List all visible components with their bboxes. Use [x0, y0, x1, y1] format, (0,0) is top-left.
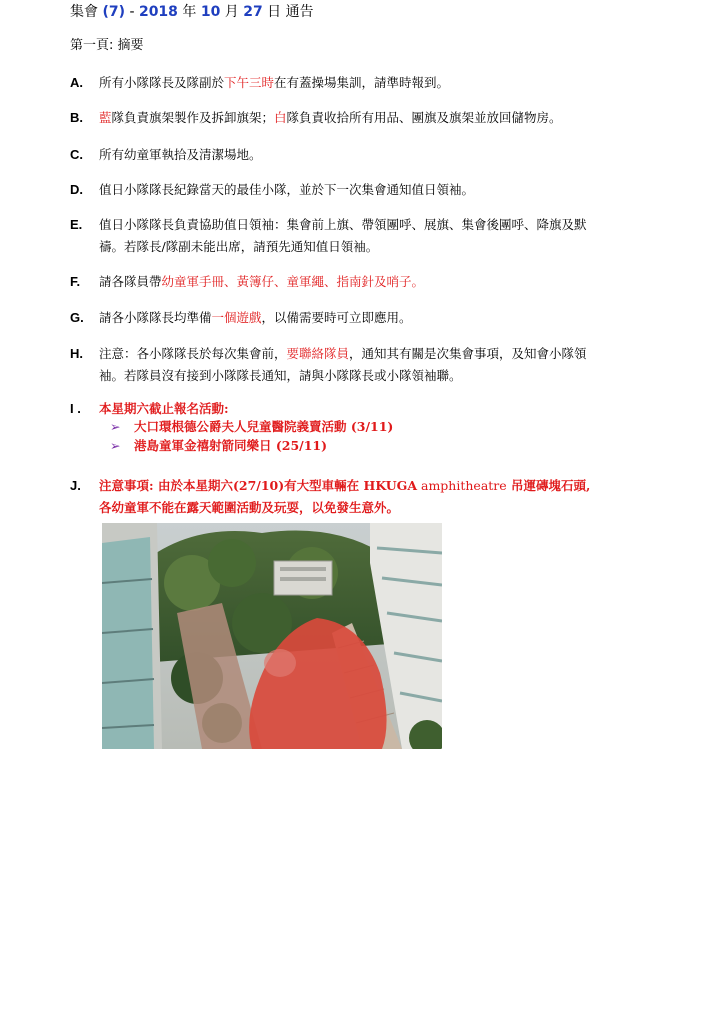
notice-item-g [70, 307, 680, 329]
item-text [99, 307, 680, 329]
item-letter: E. [70, 217, 83, 232]
title-month-unit: 月 [220, 4, 244, 20]
item-letter: I . [70, 401, 81, 416]
item-text-part: 吊運磚塊石頭, [506, 478, 591, 493]
notice-item-d [70, 179, 680, 201]
item-text-part: 請各小隊隊長均準備 [99, 310, 212, 325]
title-dash: - [125, 4, 139, 20]
title-month: 10 [200, 4, 221, 20]
title-suffix: 通告 [285, 4, 314, 20]
item-text-part: 注意：各小隊隊長於每次集會前， [99, 346, 287, 361]
highlight-contact: 要聯絡隊員 [286, 346, 350, 361]
item-letter: C. [70, 147, 83, 162]
notice-item-e [70, 214, 680, 258]
item-letter: D. [70, 182, 83, 197]
item-text-part: ，以備需要時可立即應用。 [261, 310, 412, 325]
highlight-white-team: 白 [274, 110, 287, 125]
arrow-bullet-icon: ➢ [110, 438, 121, 453]
item-text [99, 72, 680, 94]
arrow-bullet-icon: ➢ [110, 419, 121, 434]
title-prefix: 集會 [70, 4, 103, 20]
item-letter: A. [70, 75, 83, 90]
item-text [99, 475, 680, 519]
highlight-blue-team: 藍 [99, 110, 112, 125]
item-text-part: amphitheatre [417, 478, 507, 493]
item-text-part: 注意事項: 由於本星期六(27/10)有大型車輛在 [99, 478, 364, 493]
site-photo [102, 523, 442, 749]
highlight-game: 一個遊戲 [211, 310, 262, 325]
title-year: 2018 [138, 4, 178, 20]
highlight-equipment: 幼童軍手冊、黃簿仔、童軍繩、指南針及哨子。 [161, 274, 425, 289]
item-letter: B. [70, 110, 83, 125]
site-photo-illustration [102, 523, 442, 749]
item-text-part: 請各隊員帶 [99, 274, 162, 289]
page-title [70, 2, 314, 22]
item-letter: G. [70, 310, 84, 325]
item-text: 所有幼童軍執拾及清潔場地。 [99, 147, 262, 162]
item-text-part: 在有蓋操場集訓，請準時報到。 [274, 75, 450, 90]
summary-heading: 第一頁: 摘要 [70, 38, 144, 53]
highlight-time: 下午三時 [224, 75, 275, 90]
item-text [99, 107, 680, 129]
notice-item-j [70, 475, 680, 519]
item-letter: J. [70, 478, 81, 493]
notice-item-a [70, 72, 680, 94]
title-day-unit: 日 [262, 4, 286, 20]
notice-item-b [70, 107, 680, 129]
notice-item-c [70, 144, 680, 166]
sub-item [110, 436, 327, 456]
item-text [99, 343, 680, 387]
title-year-unit: 年 [177, 4, 201, 20]
notice-item-f [70, 271, 680, 293]
item-text [99, 214, 680, 258]
item-heading: 本星期六截止報名活動: [99, 401, 229, 416]
item-letter: H. [70, 346, 83, 361]
item-text-line: 各幼童軍不能在露天範圍活動及玩耍，以免發生意外。 [99, 500, 400, 515]
item-text-part: 所有小隊隊長及隊副於 [99, 75, 225, 90]
title-number: (7) [102, 4, 125, 20]
item-text [99, 271, 680, 293]
item-text-part: HKUGA [363, 478, 418, 493]
item-text-line: 禱。若隊長/隊副未能出席，請預先通知值日領袖。 [99, 239, 379, 254]
notice-item-h [70, 343, 680, 387]
item-text-line: 袖。若隊員沒有接到小隊隊長通知，請與小隊隊長或小隊領袖聯。 [99, 368, 462, 383]
item-letter: F. [70, 274, 81, 289]
sub-item-text: 港島童軍金禧射箭同樂日 (25/11) [134, 438, 328, 453]
title-day: 27 [243, 4, 263, 20]
item-text-part: ，通知其有關是次集會事項，及知會小隊領 [349, 346, 587, 361]
item-text-part: 隊負責旗架製作及拆卸旗架； [111, 110, 275, 125]
item-text: 值日小隊隊長紀錄當天的最佳小隊，並於下一次集會通知值日領袖。 [99, 182, 475, 197]
notice-item-i [70, 398, 680, 460]
sub-item [110, 417, 393, 437]
sub-item-text: 大口環根德公爵夫人兒童醫院義賣活動 (3/11) [134, 419, 394, 434]
item-text-line: 值日小隊隊長負責協助值日領袖：集會前上旗、帶領團呼、展旗、集會後團呼、降旗及默 [99, 217, 587, 232]
item-text-part: 隊負責收拾所有用品、團旗及旗架並放回儲物房。 [286, 110, 562, 125]
